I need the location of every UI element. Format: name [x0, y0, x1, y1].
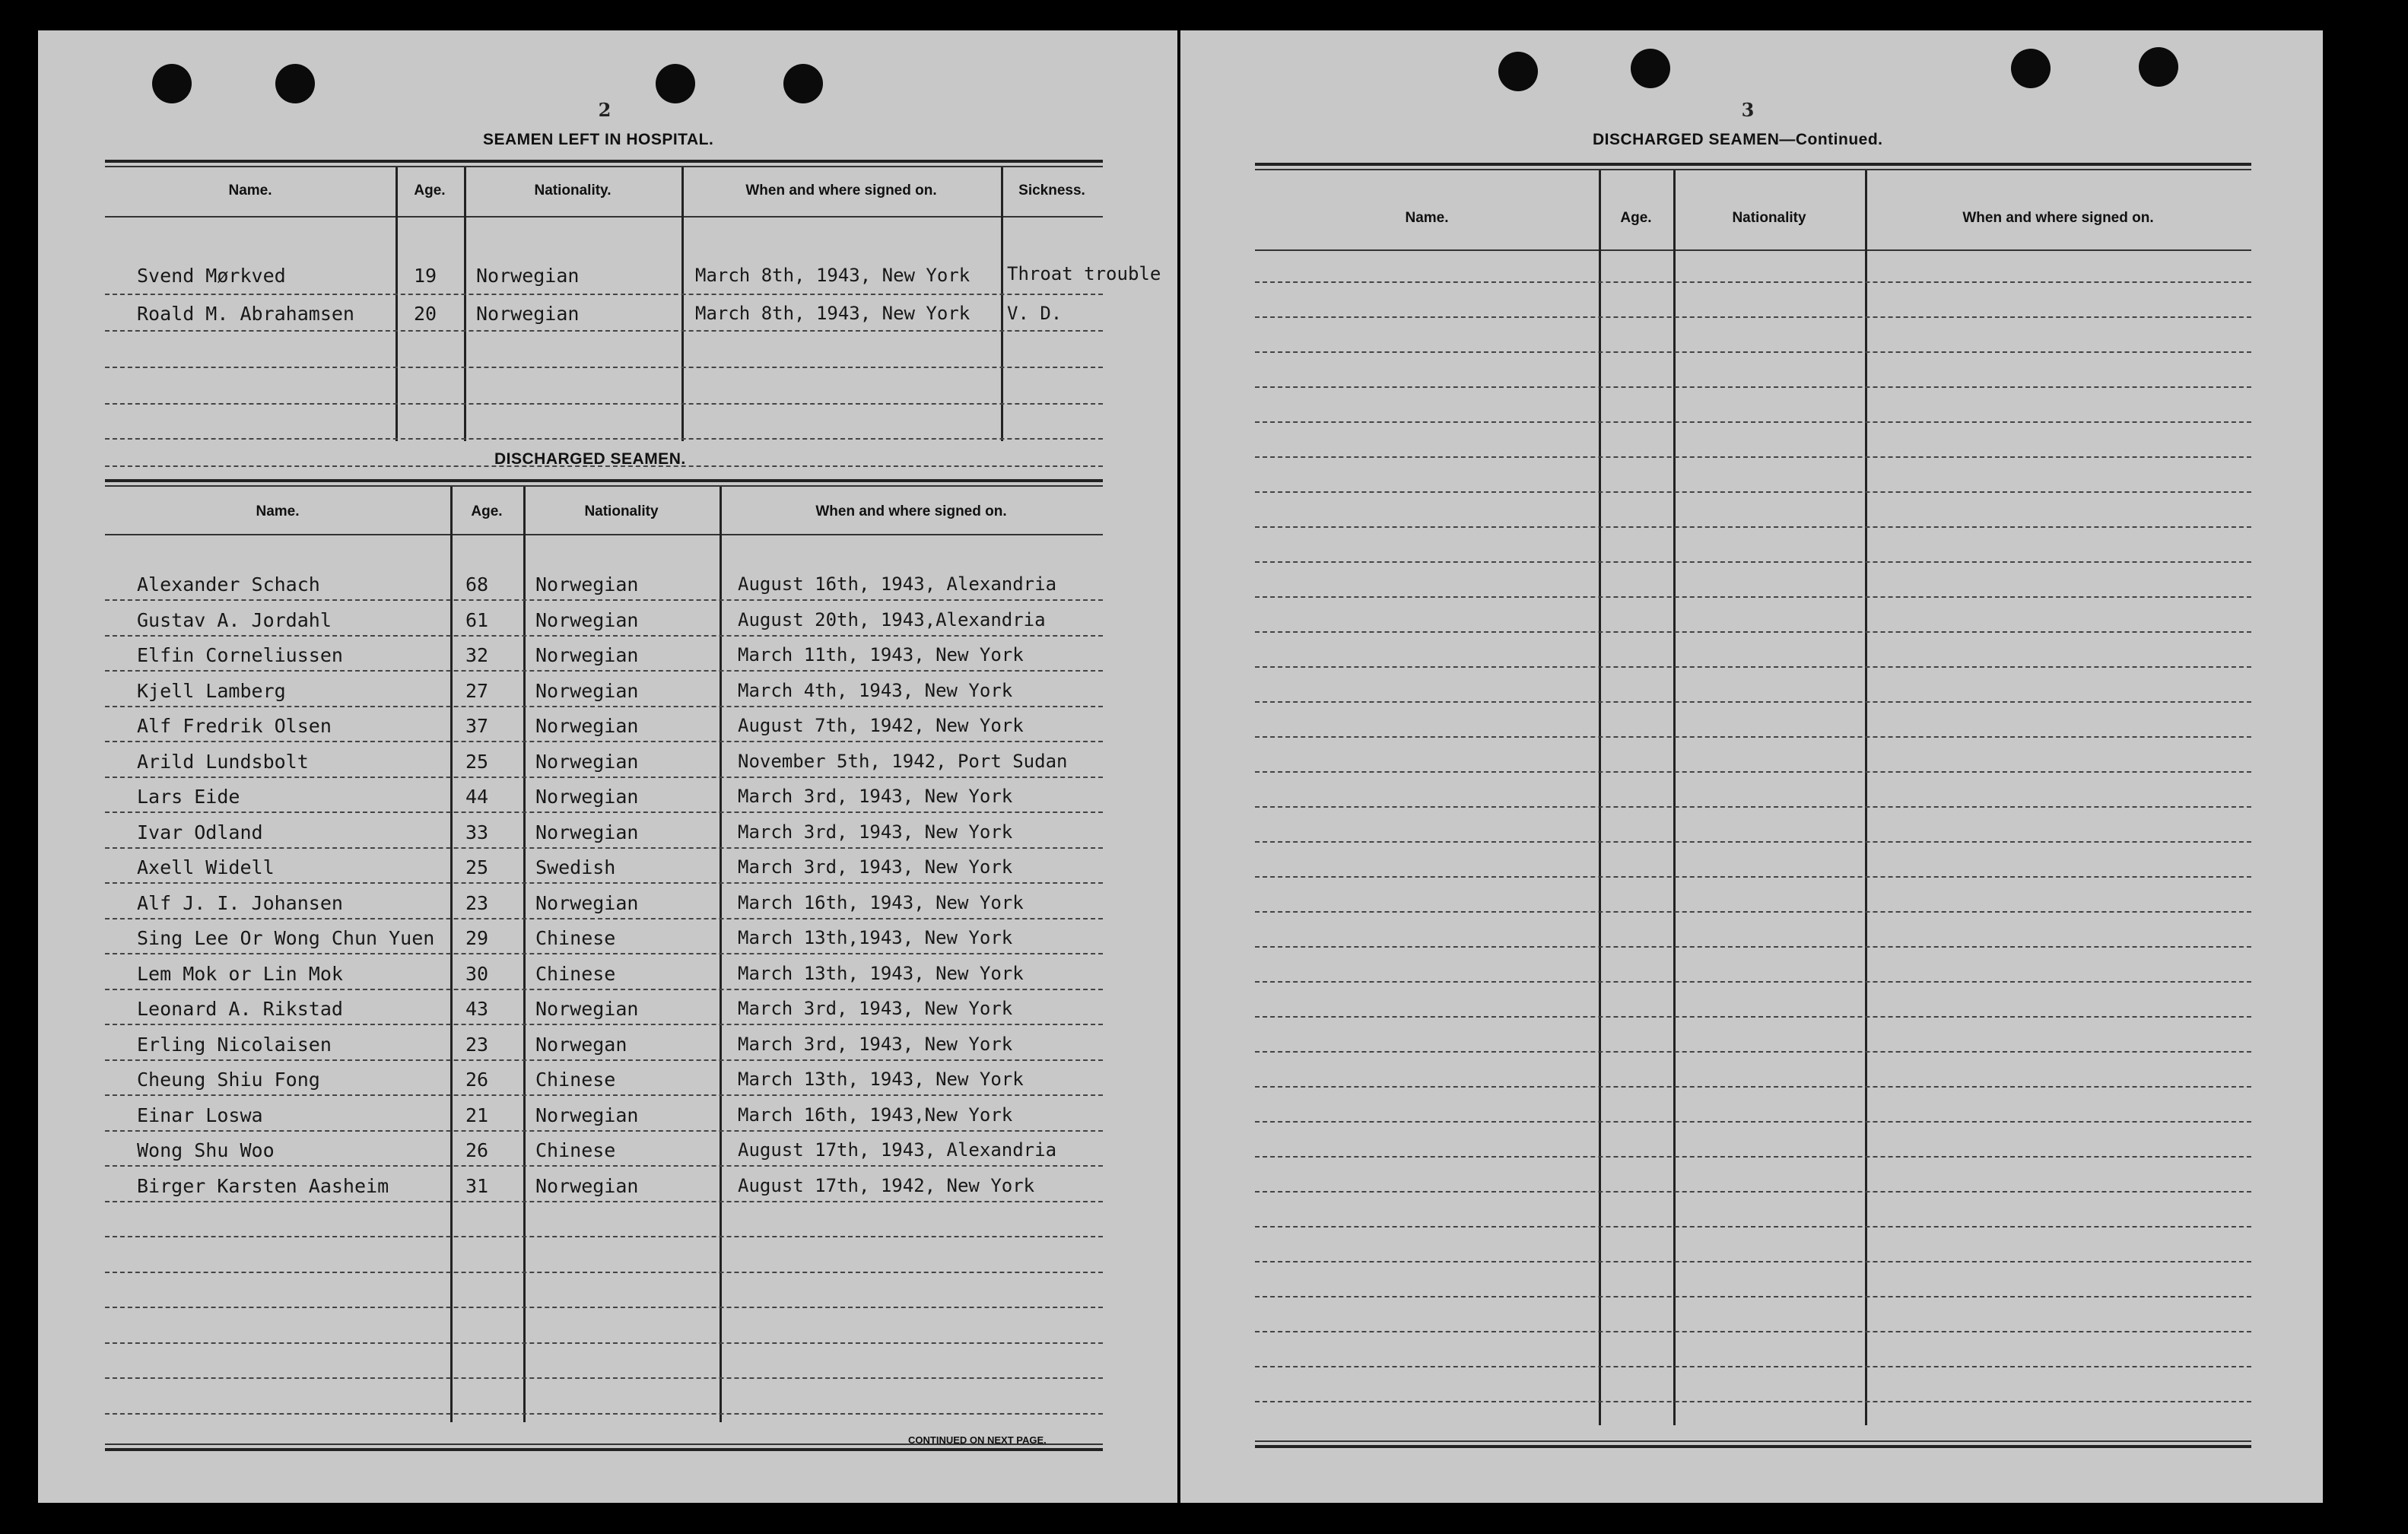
- right-page: [1180, 30, 2323, 1503]
- seaman-name: Cheung Shiu Fong: [137, 1069, 320, 1091]
- discharged-header-name: Name.: [256, 503, 300, 519]
- seaman-name: Leonard A. Rikstad: [137, 998, 343, 1020]
- seaman-signed-on: August 20th, 1943,Alexandria: [738, 608, 1046, 630]
- hospital-header-signed-on: When and where signed on.: [745, 183, 937, 198]
- seaman-name: Alf J. I. Johansen: [137, 891, 343, 914]
- punch-hole: [152, 64, 192, 103]
- seaman-age: 33: [465, 821, 489, 843]
- hospital-table: [105, 160, 1161, 472]
- continued-note: CONTINUED ON NEXT PAGE.: [908, 1434, 1047, 1446]
- seaman-name: Arild Lundsbolt: [137, 750, 309, 773]
- seaman-signed-on: March 8th, 1943, New York: [695, 303, 971, 324]
- discharged-section-title: DISCHARGED SEAMEN.: [494, 450, 686, 468]
- seaman-nationality: Norwegian: [535, 1174, 639, 1197]
- seaman-signed-on: March 8th, 1943, New York: [695, 265, 971, 286]
- punch-hole: [1631, 49, 1670, 88]
- hospital-header-sickness: Sickness.: [1018, 183, 1085, 198]
- seaman-age: 19: [414, 265, 437, 287]
- seaman-nationality: Swedish: [535, 856, 616, 878]
- hospital-header-name: Name.: [228, 183, 272, 198]
- seaman-nationality: Norwegian: [535, 750, 639, 773]
- seaman-nationality: Norwegian: [535, 715, 639, 737]
- seaman-age: 30: [465, 962, 489, 985]
- seaman-nationality: Norwegian: [535, 573, 639, 595]
- seaman-age: 44: [465, 786, 489, 808]
- seaman-nationality: Norwegian: [535, 644, 639, 666]
- seaman-name: Ivar Odland: [137, 821, 263, 843]
- seaman-age: 68: [465, 573, 489, 595]
- seaman-nationality: Norwegian: [535, 891, 639, 914]
- continued-header-nationality: Nationality: [1732, 210, 1806, 226]
- seaman-signed-on: March 3rd, 1943, New York: [738, 856, 1013, 878]
- seaman-name: Roald M. Abrahamsen: [137, 303, 354, 325]
- seaman-age: 37: [465, 715, 489, 737]
- discharged-table: [105, 479, 1103, 1460]
- discharged-header-nationality: Nationality: [584, 503, 659, 519]
- seaman-name: Einar Loswa: [137, 1104, 263, 1126]
- seaman-signed-on: March 13th, 1943, New York: [738, 962, 1024, 984]
- seaman-nationality: Norwegian: [535, 786, 639, 808]
- seaman-age: 26: [465, 1139, 489, 1161]
- seaman-signed-on: August 16th, 1943, Alexandria: [738, 573, 1057, 595]
- seaman-age: 23: [465, 891, 489, 914]
- seaman-name: Svend Mørkved: [137, 265, 286, 287]
- seaman-signed-on: November 5th, 1942, Port Sudan: [738, 750, 1068, 772]
- seaman-age: 29: [465, 927, 489, 949]
- punch-hole: [783, 64, 823, 103]
- seaman-nationality: Norwegan: [535, 1033, 627, 1056]
- seaman-age: 32: [465, 644, 489, 666]
- seaman-name: Sing Lee Or Wong Chun Yuen: [137, 927, 435, 949]
- left-page: [38, 30, 1177, 1503]
- seaman-name: Alexander Schach: [137, 573, 320, 595]
- continued-header-signed-on: When and where signed on.: [1962, 210, 2154, 226]
- seaman-age: 43: [465, 998, 489, 1020]
- seaman-signed-on: August 17th, 1942, New York: [738, 1174, 1035, 1196]
- continued-header-name: Name.: [1405, 210, 1449, 226]
- seaman-nationality: Chinese: [535, 927, 616, 949]
- seaman-nationality: Norwegian: [535, 998, 639, 1020]
- seaman-name: Elfin Corneliussen: [137, 644, 343, 666]
- seaman-name: Axell Widell: [137, 856, 275, 878]
- hospital-header-age: Age.: [414, 183, 446, 198]
- seaman-signed-on: March 3rd, 1943, New York: [738, 786, 1013, 807]
- seaman-signed-on: March 13th,1943, New York: [738, 927, 1013, 948]
- seaman-signed-on: March 16th, 1943, New York: [738, 891, 1024, 913]
- seaman-name: Lars Eide: [137, 786, 240, 808]
- continued-header-age: Age.: [1620, 210, 1652, 226]
- seaman-signed-on: March 3rd, 1943, New York: [738, 1033, 1013, 1055]
- punch-hole: [656, 64, 695, 103]
- seaman-signed-on: August 17th, 1943, Alexandria: [738, 1139, 1057, 1161]
- seaman-nationality: Norwegian: [535, 821, 639, 843]
- seaman-age: 21: [465, 1104, 489, 1126]
- seaman-nationality: Chinese: [535, 1069, 616, 1091]
- page-number: 2: [598, 99, 612, 121]
- seaman-nationality: Chinese: [535, 1139, 616, 1161]
- seaman-age: 20: [414, 303, 437, 325]
- seaman-age: 31: [465, 1174, 489, 1197]
- seaman-name: Alf Fredrik Olsen: [137, 715, 332, 737]
- seaman-name: Kjell Lamberg: [137, 679, 286, 702]
- seaman-signed-on: March 3rd, 1943, New York: [738, 998, 1013, 1019]
- seaman-age: 25: [465, 750, 489, 773]
- seaman-nationality: Norwegian: [535, 679, 639, 702]
- seaman-sickness: V. D.: [1007, 303, 1063, 324]
- seaman-age: 27: [465, 679, 489, 702]
- seaman-age: 25: [465, 856, 489, 878]
- seaman-nationality: Norwegian: [535, 1104, 639, 1126]
- page-number: 3: [1741, 99, 1755, 121]
- hospital-header-nationality: Nationality.: [534, 183, 612, 198]
- seaman-nationality: Norwegian: [476, 265, 580, 287]
- seaman-nationality: Chinese: [535, 962, 616, 985]
- seaman-signed-on: March 4th, 1943, New York: [738, 679, 1013, 701]
- discharged-header-age: Age.: [471, 503, 503, 519]
- seaman-nationality: Norwegian: [476, 303, 580, 325]
- seaman-name: Erling Nicolaisen: [137, 1033, 332, 1056]
- discharged-continued-title: DISCHARGED SEAMEN—Continued.: [1593, 131, 1883, 148]
- discharged-header-signed-on: When and where signed on.: [815, 503, 1007, 519]
- seaman-nationality: Norwegian: [535, 608, 639, 631]
- seaman-name: Birger Karsten Aasheim: [137, 1174, 389, 1197]
- seaman-sickness: Throat trouble: [1007, 263, 1161, 284]
- seaman-name: Lem Mok or Lin Mok: [137, 962, 343, 985]
- discharged-continued-table: [1255, 163, 2251, 1471]
- seaman-age: 23: [465, 1033, 489, 1056]
- seaman-age: 26: [465, 1069, 489, 1091]
- hospital-section-title: SEAMEN LEFT IN HOSPITAL.: [483, 131, 714, 148]
- seaman-signed-on: March 16th, 1943,New York: [738, 1104, 1013, 1126]
- seaman-signed-on: March 13th, 1943, New York: [738, 1069, 1024, 1090]
- seaman-age: 61: [465, 608, 489, 631]
- seaman-signed-on: August 7th, 1942, New York: [738, 715, 1024, 736]
- seaman-name: Wong Shu Woo: [137, 1139, 275, 1161]
- punch-hole: [2139, 47, 2178, 87]
- seaman-signed-on: March 11th, 1943, New York: [738, 644, 1024, 665]
- punch-hole: [275, 64, 315, 103]
- seaman-name: Gustav A. Jordahl: [137, 608, 332, 631]
- punch-hole: [2011, 49, 2051, 88]
- seaman-signed-on: March 3rd, 1943, New York: [738, 821, 1013, 843]
- punch-hole: [1498, 52, 1538, 91]
